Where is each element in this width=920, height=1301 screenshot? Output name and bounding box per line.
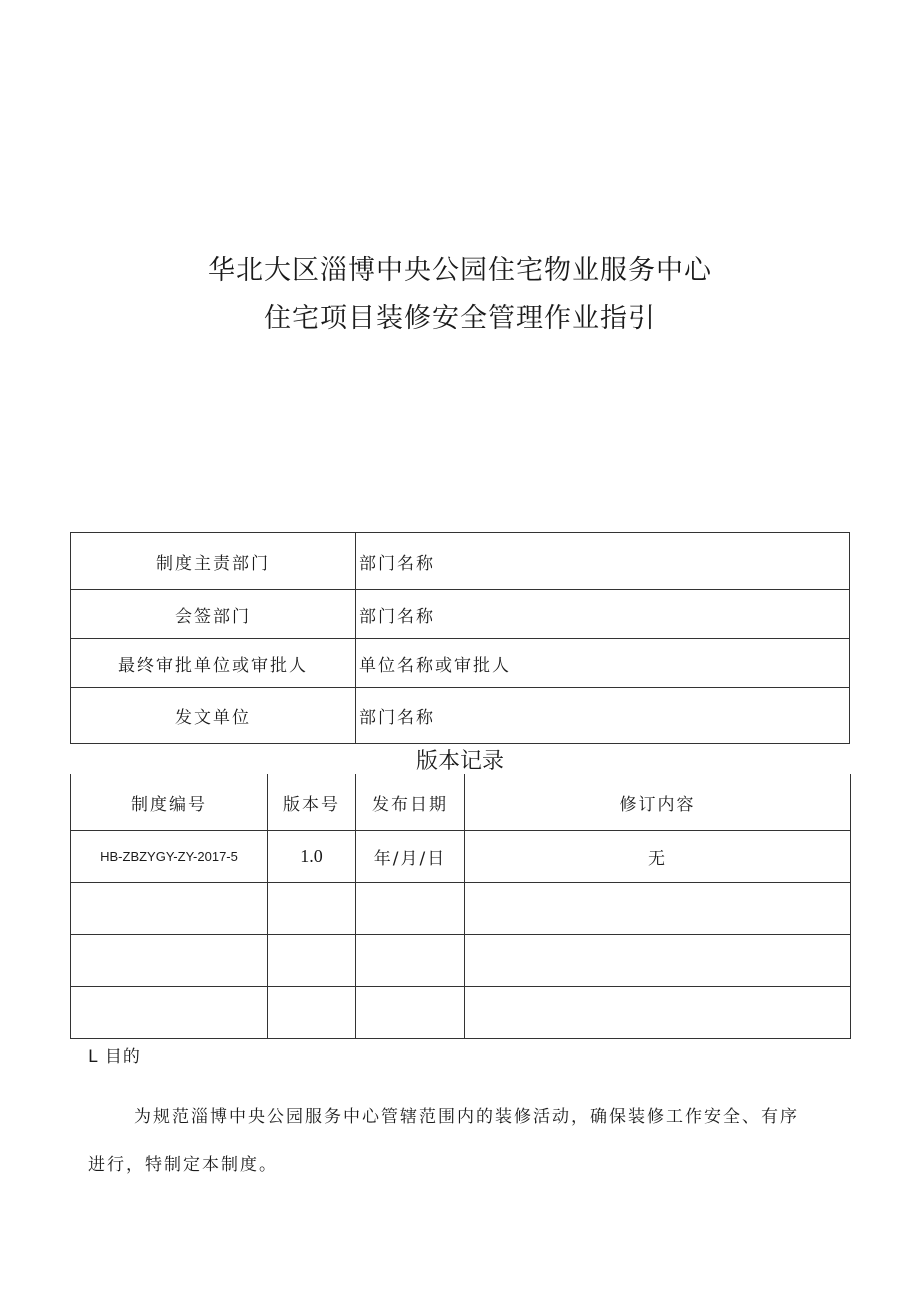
- table-header-row: [71, 774, 851, 831]
- table-cell: [268, 883, 356, 935]
- column-header: 发布日期: [356, 774, 465, 831]
- table-cell: HB-ZBZYGY-ZY-2017-5: [71, 831, 268, 883]
- info-value: 部门名称: [356, 590, 850, 639]
- table-row: [71, 987, 851, 1039]
- version-record-heading: 版本记录: [415, 749, 504, 774]
- table-cell: [356, 935, 465, 987]
- table-cell: [71, 883, 268, 935]
- table-cell: 1.0: [268, 831, 356, 883]
- section-heading-purpose: L 目的: [88, 1047, 141, 1067]
- table-cell: 年/月/日: [356, 831, 465, 883]
- column-header: 修订内容: [465, 774, 851, 831]
- section-paragraph: 为规范淄博中央公园服务中心管辖范围内的装修活动，确保装修工作安全、有序进行，特制定本制度。: [88, 1107, 799, 1175]
- table-cell: [356, 883, 465, 935]
- info-value: 部门名称: [356, 533, 850, 590]
- info-label: 最终审批单位或审批人: [71, 639, 356, 688]
- document-title-line-1: 华北大区淄博中央公园住宅物业服务中心: [208, 255, 712, 286]
- table-cell: [268, 987, 356, 1039]
- table-cell: 无: [465, 831, 851, 883]
- info-label: 会签部门: [71, 590, 356, 639]
- table-cell: [268, 935, 356, 987]
- table-cell: [465, 935, 851, 987]
- column-header: 制度编号: [71, 774, 268, 831]
- info-label: 制度主责部门: [71, 533, 356, 590]
- info-value: 单位名称或审批人: [356, 639, 850, 688]
- table-cell: [465, 987, 851, 1039]
- table-cell: [71, 987, 268, 1039]
- table-cell: [71, 935, 268, 987]
- table-row: [71, 935, 851, 987]
- table-row: [71, 883, 851, 935]
- table-row: [71, 590, 850, 639]
- table-row: [71, 533, 850, 590]
- table-row: [71, 688, 850, 744]
- table-row: [71, 831, 851, 883]
- info-value: 部门名称: [356, 688, 850, 744]
- table-row: [71, 639, 850, 688]
- column-header: 版本号: [268, 774, 356, 831]
- table-cell: [465, 883, 851, 935]
- table-cell: [356, 987, 465, 1039]
- document-title-line-2: 住宅项目装修安全管理作业指引: [264, 303, 656, 334]
- document-info-table: [70, 532, 850, 744]
- version-record-table: [70, 774, 851, 1039]
- info-label: 发文单位: [71, 688, 356, 744]
